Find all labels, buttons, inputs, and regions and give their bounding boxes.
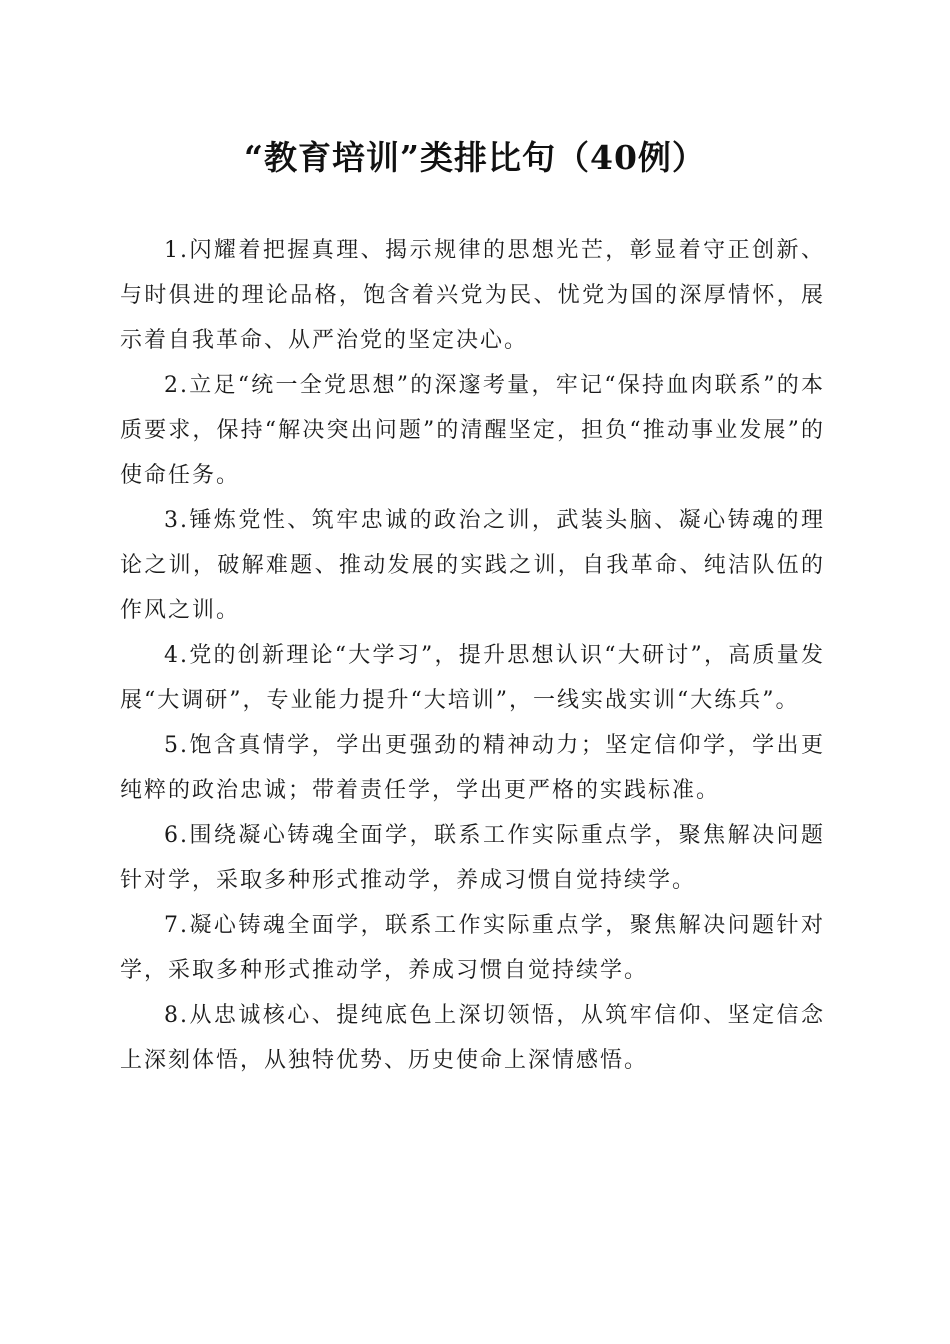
paragraph-3: 3.锤炼党性、筑牢忠诚的政治之训，武装头脑、凝心铸魂的理论之训，破解难题、推动发展的实践之训，自我革命、纯洁队伍的作风之训。: [120, 508, 825, 623]
paragraph-5: 5.饱含真情学，学出更强劲的精神动力；坚定信仰学，学出更纯粹的政治忠诚；带着责任学，学出更严格的实践标准。: [120, 733, 825, 803]
paragraph-7: 7.凝心铸魂全面学，联系工作实际重点学，聚焦解决问题针对学，采取多种形式推动学，养成习惯自觉持续学。: [120, 913, 825, 983]
document-title: “教育培训”类排比句（40例）: [244, 138, 706, 177]
paragraph-6: 6.围绕凝心铸魂全面学，联系工作实际重点学，聚焦解决问题针对学，采取多种形式推动学，养成习惯自觉持续学。: [120, 823, 825, 893]
paragraph-4: 4.党的创新理论“大学习”，提升思想认识“大研讨”，高质量发展“大调研”，专业能力提升“大培训”，一线实战实训“大练兵”。: [120, 643, 825, 713]
document-body: [120, 228, 825, 1083]
paragraph-8: 8.从忠诚核心、提纯底色上深切领悟，从筑牢信仰、坚定信念上深刻体悟，从独特优势、历史使命上深情感悟。: [120, 1003, 825, 1073]
paragraph-1: 1.闪耀着把握真理、揭示规律的思想光芒，彰显着守正创新、与时俱进的理论品格，饱含着兴党为民、忧党为国的深厚情怀，展示着自我革命、从严治党的坚定决心。: [120, 238, 825, 353]
paragraph-2: 2.立足“统一全党思想”的深邃考量，牢记“保持血肉联系”的本质要求，保持“解决突出问题”的清醒坚定，担负“推动事业发展”的使命任务。: [120, 373, 825, 488]
